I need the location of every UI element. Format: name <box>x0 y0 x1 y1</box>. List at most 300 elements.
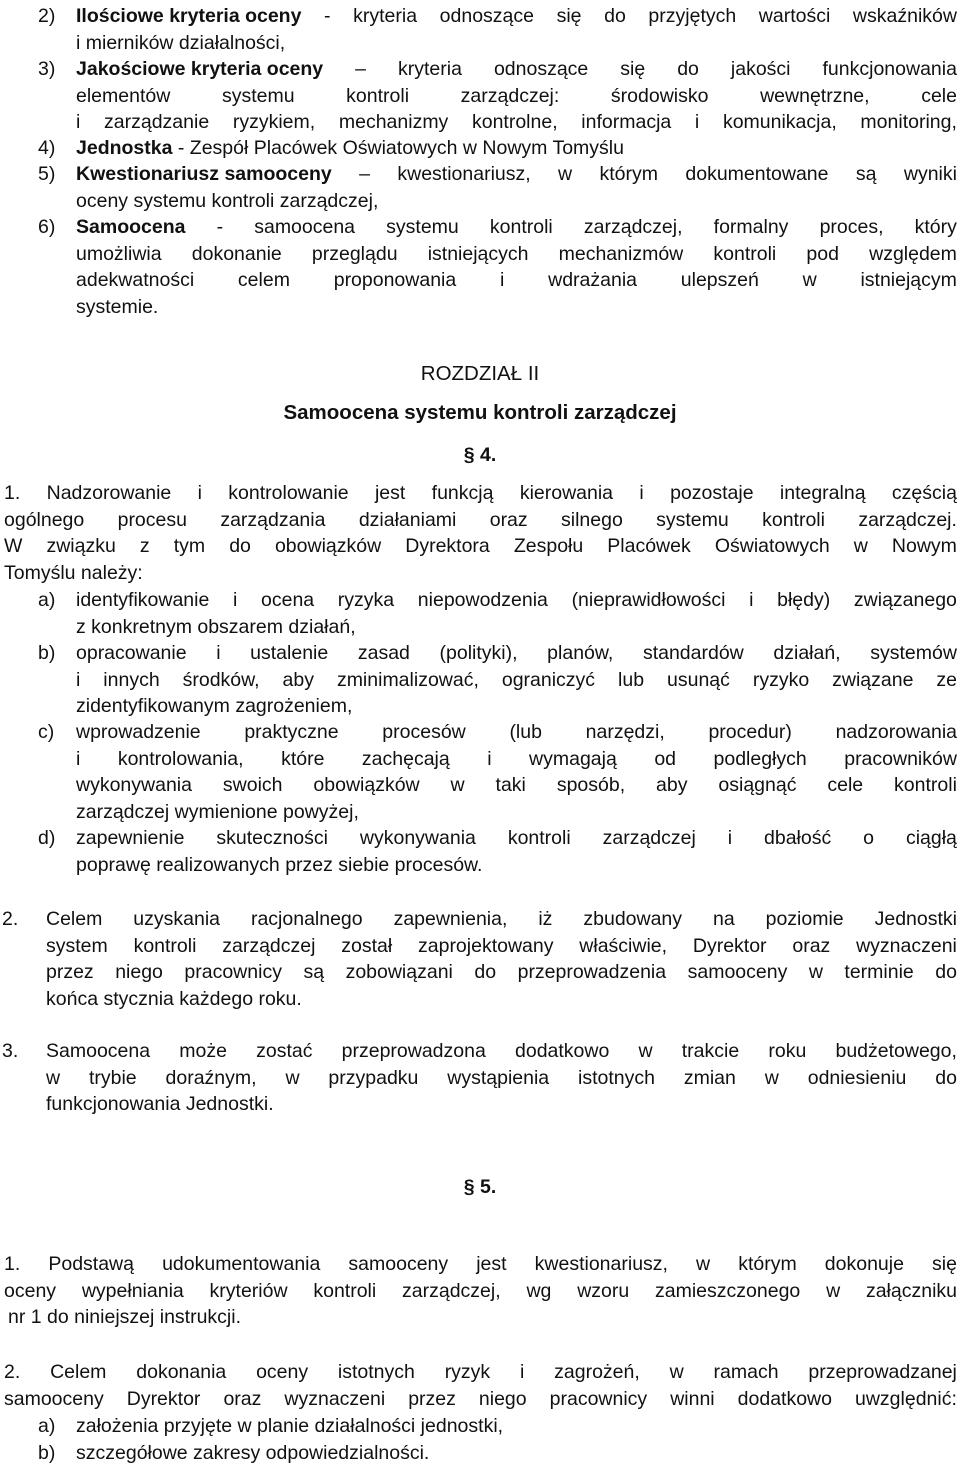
word: przez <box>408 1387 456 1410</box>
word: istniejącym <box>860 269 957 291</box>
word: w <box>826 1279 841 1302</box>
word: podległych <box>713 747 807 770</box>
chapter-title: ROZDZIAŁ II <box>420 362 540 385</box>
definition-continuation <box>76 83 957 109</box>
word: pod <box>806 242 839 265</box>
word: zachęcają <box>361 747 450 770</box>
word: które <box>281 747 325 770</box>
paragraph-line: końca stycznia każdego roku. <box>46 987 302 1010</box>
word: w <box>638 1040 653 1062</box>
word: trakcie <box>681 1040 740 1062</box>
word: Podstawą <box>48 1253 134 1275</box>
word: do <box>604 5 626 27</box>
list-item-line: poprawę realizowanych przez siebie procesów. <box>76 853 483 876</box>
word: funkcją <box>431 482 494 504</box>
word: wymagają <box>529 747 617 770</box>
definition-text: - Zespół Placówek Oświatowych w Nowym Tomyślu <box>172 137 624 159</box>
definition-continuation: i mierników działalności, <box>76 31 286 54</box>
list-item-line: z konkretnym obszarem działań, <box>76 615 356 638</box>
definition-term: Jakościowe kryteria oceny <box>76 58 324 80</box>
word: wykonywania <box>76 774 192 796</box>
word: częścią <box>891 482 957 504</box>
word: wartości <box>758 5 831 27</box>
word: zagrożeń, <box>554 1361 640 1383</box>
word: proponowania <box>333 269 457 291</box>
word: procesu <box>117 509 187 531</box>
word: Dyrektor <box>692 934 767 957</box>
word: zasad <box>357 642 410 664</box>
word: skuteczności <box>216 827 328 849</box>
word: roku <box>768 1040 807 1062</box>
definition-number: 6) <box>38 216 56 238</box>
definition-line <box>76 214 957 240</box>
word: oraz <box>223 1387 262 1410</box>
list-item-line <box>76 772 957 798</box>
definition-term: Jednostka <box>76 137 173 159</box>
word: środków, <box>182 668 260 691</box>
paragraph-line <box>4 1278 957 1304</box>
word: przeglądu <box>311 242 398 265</box>
word: i <box>520 1361 525 1383</box>
word: ryzykiem, <box>232 111 316 133</box>
word: istniejących <box>427 242 529 265</box>
word: lub <box>618 668 645 691</box>
paragraph-line <box>4 1386 957 1412</box>
list-item-label: c) <box>38 721 55 743</box>
word: procedur) <box>708 721 792 743</box>
word: którym <box>599 163 659 185</box>
word: zaprojektowany <box>418 934 554 957</box>
word: i <box>76 747 81 770</box>
chapter-subtitle: Samoocena systemu kontroli zarządczej <box>283 401 677 424</box>
word: do <box>229 535 251 557</box>
word: dokonanie <box>191 242 282 265</box>
word: monitoring, <box>860 111 957 133</box>
word: Nadzorowanie <box>46 482 172 504</box>
definition-continuation: systemie. <box>76 295 159 318</box>
word: w <box>46 1066 61 1089</box>
definition-line <box>76 3 957 29</box>
word: Zespołu <box>513 535 584 557</box>
word: tym <box>173 535 206 557</box>
word: Jednostki <box>874 908 957 930</box>
word: zarządczej <box>602 827 696 849</box>
word: dokumentowane <box>685 163 829 185</box>
word: jest <box>374 482 406 504</box>
word: celem <box>237 269 290 291</box>
word: trybie <box>88 1066 137 1089</box>
word: zarządzania <box>220 509 326 531</box>
word: zarządczej. <box>858 509 957 531</box>
definition-continuation <box>76 109 957 135</box>
word: wskaźników <box>852 5 957 27</box>
word: pracowników <box>844 747 957 770</box>
word: Dyrektora <box>405 535 490 557</box>
word: i <box>76 111 81 133</box>
paragraph-line <box>4 1251 957 1277</box>
list-item-label: b) <box>38 1441 56 1464</box>
word: wdrażania <box>548 269 637 291</box>
word: niepowodzenia <box>417 589 548 611</box>
word: kontroli <box>313 1279 377 1302</box>
word: proces, <box>819 216 884 238</box>
paragraph-number: 2. <box>2 908 19 930</box>
definition-continuation: oceny systemu kontroli zarządczej, <box>76 189 379 212</box>
definition-term: Kwestionariusz samooceny <box>76 163 332 185</box>
word: identyfikowanie <box>76 589 210 611</box>
word: błędy) <box>777 589 831 611</box>
word: dodatkowo <box>737 1387 832 1410</box>
word: narzędzi, <box>585 721 665 743</box>
word: aby <box>656 774 688 796</box>
word: związane <box>832 668 914 691</box>
list-item-line: założenia przyjęte w planie działalności jednostki, <box>76 1415 504 1437</box>
word: racjonalnego <box>250 908 363 930</box>
word: się <box>620 58 646 80</box>
word: działaniami <box>358 509 457 531</box>
word: zarządczej, <box>583 216 683 238</box>
word: w <box>285 1066 300 1089</box>
section-heading: § 5. <box>463 1176 497 1198</box>
list-item-line <box>76 825 957 851</box>
word: są <box>855 163 877 185</box>
word: do <box>935 961 957 983</box>
definition-term: Samoocena <box>76 216 186 238</box>
paragraph-line <box>4 1359 957 1385</box>
word: (nieprawidłowości <box>571 589 726 611</box>
word: zobowiązani <box>345 961 453 983</box>
word: wg <box>526 1279 552 1302</box>
word: poziomie <box>765 908 844 930</box>
word: wzoru <box>577 1279 630 1302</box>
word: istotnych <box>578 1066 655 1089</box>
word: samoocena <box>254 216 356 238</box>
list-item-line: zidentyfikowanym zagrożeniem, <box>76 695 353 717</box>
definition-line <box>76 56 957 82</box>
list-item-line: zarządczej wymienione powyżej, <box>76 800 359 823</box>
paragraph-line <box>46 906 957 932</box>
word: mechanizmów <box>558 242 684 265</box>
word: planów, <box>547 642 614 664</box>
word: samooceny <box>348 1253 449 1275</box>
word: ryzyk <box>444 1361 491 1383</box>
word: może <box>179 1040 227 1062</box>
word: oraz <box>792 934 831 957</box>
word: obowiązków <box>274 535 382 557</box>
word: przyjętych <box>648 5 737 27</box>
word: istotnych <box>337 1361 415 1383</box>
word: kontroli <box>133 934 197 957</box>
word: i <box>197 482 202 504</box>
word: załączniku <box>865 1279 957 1302</box>
word: Celem <box>50 1361 107 1383</box>
word: kontroli <box>489 216 553 238</box>
list-item-line <box>76 667 957 693</box>
word: kryteriów <box>209 1279 288 1302</box>
word: 2. <box>4 1361 21 1383</box>
word: cele <box>827 774 864 796</box>
word: zmian <box>683 1066 736 1089</box>
word: został <box>341 934 393 957</box>
word: środowisko <box>610 84 709 107</box>
word: do <box>474 961 497 983</box>
word: się <box>932 1253 957 1275</box>
definition-line <box>76 135 957 161</box>
word: nadzorowania <box>835 721 957 743</box>
word: się <box>556 5 582 27</box>
word: - <box>216 216 224 238</box>
word: od <box>654 747 677 770</box>
word: cele <box>921 84 957 107</box>
word: obowiązków <box>313 774 420 796</box>
word: (lub <box>509 721 542 743</box>
word: i <box>76 668 81 691</box>
word: zapewnienia, <box>393 908 508 930</box>
word: i <box>694 111 700 133</box>
word: wprowadzenie <box>76 721 201 743</box>
word: są <box>303 961 325 983</box>
word: wyznaczeni <box>856 934 957 957</box>
paragraph-line <box>4 507 957 533</box>
word: i <box>487 747 492 770</box>
word: ramach <box>713 1361 779 1383</box>
word: iż <box>538 908 553 930</box>
word: ze <box>936 668 957 691</box>
word: kontrolowania, <box>117 747 244 770</box>
word: ryzyko <box>752 668 810 691</box>
word: działań, <box>773 642 841 664</box>
paragraph-line <box>46 933 957 959</box>
word: wyniki <box>903 163 957 185</box>
word: ograniczyć <box>501 668 596 691</box>
word: zapewnienie <box>76 827 185 849</box>
word: Celem <box>46 908 103 930</box>
word: oraz <box>489 509 528 531</box>
word: kontroli <box>507 827 571 849</box>
word: do <box>935 1066 957 1089</box>
paragraph-line <box>46 1065 957 1091</box>
word: oceny <box>256 1361 309 1383</box>
word: taki <box>495 774 526 796</box>
word: wypełniania <box>81 1279 184 1302</box>
word: przez <box>46 961 94 983</box>
word: winni <box>670 1387 715 1410</box>
word: właściwie, <box>579 934 668 957</box>
word: procesów <box>382 721 466 743</box>
word: wykonywania <box>359 827 476 849</box>
word: kryteria <box>353 5 418 27</box>
word: W <box>4 535 23 557</box>
paragraph-line <box>46 959 957 985</box>
word: i <box>500 269 505 291</box>
word: systemu <box>386 216 459 238</box>
word: dokonuje <box>824 1253 904 1275</box>
word: uzyskania <box>133 908 221 930</box>
word: odnoszące <box>439 5 534 27</box>
word: kwestionariusz, <box>534 1253 668 1275</box>
word: pracownicy <box>549 1387 648 1410</box>
word: system <box>46 934 108 957</box>
word: kryteria <box>398 58 462 80</box>
word: związanego <box>853 589 957 611</box>
word: 1. <box>4 482 21 504</box>
word: do <box>677 58 699 80</box>
word: w <box>696 1253 711 1275</box>
word: odniesieniu <box>807 1066 907 1089</box>
word: dbałość <box>764 827 832 849</box>
paragraph-line <box>4 533 957 559</box>
word: ciągłą <box>905 827 957 849</box>
word: związku <box>46 535 116 557</box>
word: w <box>669 1361 684 1383</box>
paragraph-line <box>4 480 957 506</box>
word: systemu <box>221 84 295 107</box>
word: i <box>749 589 754 611</box>
word: standardów <box>642 642 744 664</box>
paragraph-line <box>46 1038 957 1064</box>
word: oceny <box>4 1279 57 1302</box>
word: kierowania <box>519 482 614 504</box>
word: niego <box>115 961 163 983</box>
word: ustalenie <box>250 642 329 664</box>
word: Nowym <box>891 535 957 557</box>
paragraph-line: Tomyślu należy: <box>4 562 143 584</box>
word: udokumentowania <box>162 1253 321 1275</box>
word: (polityki), <box>439 642 518 664</box>
word: o <box>863 827 875 849</box>
word: integralną <box>779 482 866 504</box>
list-item-line <box>76 719 957 745</box>
word: i <box>233 589 238 611</box>
word: dodatkowo <box>515 1040 610 1062</box>
word: swoich <box>222 774 283 796</box>
section-heading: § 4. <box>463 444 497 466</box>
word: w <box>558 163 573 185</box>
word: opracowanie <box>76 642 187 664</box>
word: którym <box>738 1253 797 1275</box>
word: pozostaje <box>670 482 754 504</box>
word: praktyczne <box>244 721 339 743</box>
word: mechanizmy <box>338 111 449 133</box>
word: kontroli <box>762 509 825 531</box>
word: przeprowadzenia <box>517 961 667 983</box>
word: – <box>359 163 370 185</box>
word: kontroli <box>346 84 410 107</box>
word: przeprowadzona <box>341 1040 486 1062</box>
definition-continuation <box>76 267 957 293</box>
list-item-line <box>76 587 957 613</box>
word: ocena <box>261 589 315 611</box>
word: i <box>639 482 644 504</box>
paragraph-line: nr 1 do niniejszej instrukcji. <box>8 1306 242 1328</box>
word: przeprowadzanej <box>808 1361 957 1383</box>
word: Placówek <box>607 535 691 557</box>
word: Dyrektor <box>126 1387 201 1410</box>
word: względem <box>869 242 957 265</box>
word: zarządczej: <box>460 84 560 107</box>
word: jest <box>476 1253 507 1275</box>
word: budżetowego, <box>835 1040 957 1062</box>
word: innych <box>103 668 160 691</box>
word: Oświatowych <box>714 535 830 557</box>
list-item-line <box>76 746 957 772</box>
word: adekwatności <box>76 269 195 291</box>
word: jakości <box>730 58 791 80</box>
list-item-line <box>76 640 957 666</box>
list-item-line: szczegółowe zakresy odpowiedzialności. <box>76 1441 430 1464</box>
word: kontrolowanie <box>228 482 349 504</box>
word: zostać <box>256 1040 313 1062</box>
paragraph-line: funkcjonowania Jednostki. <box>46 1093 274 1115</box>
word: osiągnąć <box>718 774 797 796</box>
word: zamieszczonego <box>655 1279 801 1302</box>
word: w <box>853 535 868 557</box>
word: systemu <box>656 509 729 531</box>
paragraph-number: 3. <box>2 1040 19 1062</box>
word: informacja <box>581 111 672 133</box>
word: ulepszeń <box>680 269 759 291</box>
word: kontroli <box>894 774 957 796</box>
word: kontrolne, <box>471 111 558 133</box>
word: zminimalizować, <box>336 668 479 691</box>
definition-number: 2) <box>38 5 56 27</box>
word: i <box>727 827 733 849</box>
definition-number: 3) <box>38 58 56 80</box>
word: 1. <box>4 1253 21 1275</box>
word: kwestionariusz, <box>397 163 531 185</box>
word: – <box>355 58 366 80</box>
word: ogólnego <box>4 509 85 531</box>
word: komunikacja, <box>722 111 837 133</box>
word: elementów <box>76 84 171 107</box>
definition-line <box>76 161 957 187</box>
word: systemów <box>870 642 957 664</box>
word: zarządczej <box>222 934 316 957</box>
word: wewnętrzne, <box>760 84 870 107</box>
word: i <box>216 642 221 664</box>
word: na <box>712 908 735 930</box>
definition-number: 4) <box>38 137 56 159</box>
word: odnoszące <box>493 58 589 80</box>
word: sposób, <box>556 774 626 796</box>
word: w <box>764 1066 779 1089</box>
word: przypadku <box>328 1066 419 1089</box>
word: wyznaczeni <box>284 1387 386 1410</box>
word: zarządzanie <box>104 111 210 133</box>
word: wystąpienia <box>447 1066 550 1089</box>
word: pracownicy <box>184 961 282 983</box>
definition-term: Ilościowe kryteria oceny <box>76 5 302 27</box>
word: - <box>324 5 331 27</box>
list-item-label: a) <box>38 1415 56 1437</box>
word: zarządczej, <box>402 1279 501 1302</box>
word: który <box>914 216 957 238</box>
list-item-label: a) <box>38 589 56 611</box>
word: umożliwia <box>76 242 162 265</box>
word: z <box>139 535 150 557</box>
word: w <box>808 961 823 983</box>
word: dokonania <box>136 1361 227 1383</box>
word: doraźnym, <box>165 1066 257 1089</box>
word: kontroli <box>713 242 777 265</box>
word: aby <box>282 668 314 691</box>
word: samooceny <box>4 1387 104 1410</box>
word: funkcjonowania <box>822 58 957 80</box>
word: w <box>450 774 465 796</box>
word: samooceny <box>687 961 788 983</box>
word: formalny <box>713 216 789 238</box>
word: zbudowany <box>583 908 683 930</box>
